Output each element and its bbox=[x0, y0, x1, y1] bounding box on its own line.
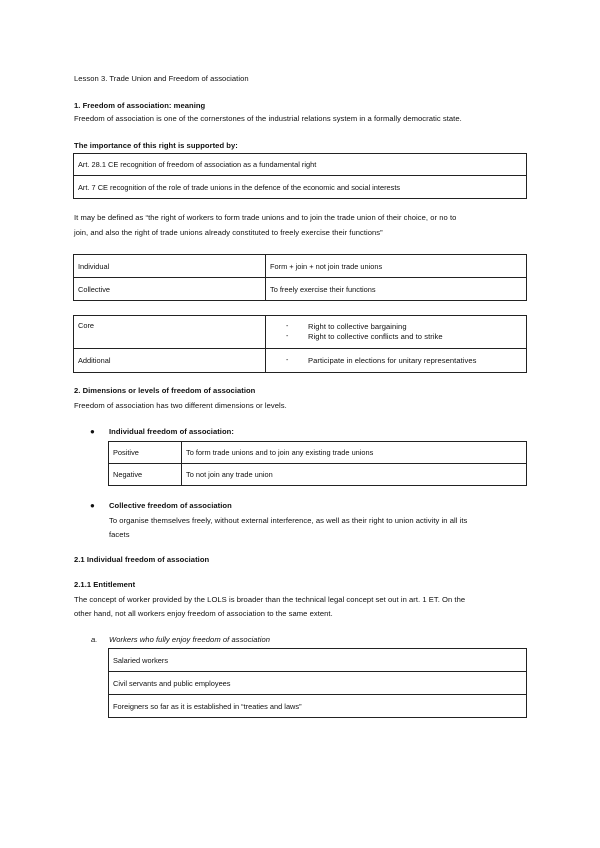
table-cell: Civil servants and public employees bbox=[109, 672, 527, 695]
table-cell-label: Collective bbox=[74, 278, 266, 301]
collective-freedom-line-2: facets bbox=[109, 530, 130, 539]
section-2-intro: Freedom of association has two different dimensions or levels. bbox=[74, 401, 287, 410]
table-cell-label: Negative bbox=[109, 464, 182, 486]
table-row bbox=[74, 349, 527, 373]
table-row bbox=[109, 464, 527, 486]
table-row bbox=[74, 154, 527, 176]
table-row bbox=[74, 278, 527, 301]
table-row bbox=[109, 442, 527, 464]
importance-heading: The importance of this right is supported by: bbox=[74, 141, 238, 150]
table-row bbox=[109, 672, 527, 695]
section-1-intro: Freedom of association is one of the cornerstones of the industrial relations system in a formally democratic state. bbox=[74, 114, 462, 123]
table-cell: Art. 28.1 CE recognition of freedom of association as a fundamental right bbox=[74, 154, 527, 176]
additional-items-cell bbox=[266, 349, 527, 373]
individual-collective-table bbox=[73, 254, 527, 301]
workers-list-heading: Workers who fully enjoy freedom of association bbox=[109, 635, 270, 644]
table-cell: Foreigners so far as it is established in “treaties and laws” bbox=[109, 695, 527, 718]
bullet-icon: ● bbox=[90, 501, 95, 510]
list-marker: a. bbox=[91, 635, 98, 644]
bullet-icon: ● bbox=[90, 427, 95, 436]
table-row bbox=[74, 255, 527, 278]
table-cell-value: Form + join + not join trade unions bbox=[266, 255, 527, 278]
table-row bbox=[109, 649, 527, 672]
dash-marker: - bbox=[286, 356, 289, 364]
section-1-heading: 1. Freedom of association: meaning bbox=[74, 101, 206, 110]
table-cell-label: Individual bbox=[74, 255, 266, 278]
individual-freedom-table bbox=[108, 441, 527, 486]
core-items-cell bbox=[266, 316, 527, 349]
section-2-1-heading: 2.1 Individual freedom of association bbox=[74, 555, 210, 564]
core-item: Right to collective conflicts and to strike bbox=[308, 332, 443, 341]
dash-marker: - bbox=[286, 333, 289, 340]
table-row bbox=[74, 316, 527, 349]
definition-line-1: It may be defined as “the right of workers to form trade unions and to join the trade union of their choice, or no to bbox=[74, 213, 457, 222]
definition-line-2: join, and also the right of trade unions already constituted to freely exercise their functions” bbox=[74, 228, 383, 237]
table-cell-value: To freely exercise their functions bbox=[266, 278, 527, 301]
workers-table bbox=[108, 648, 527, 718]
table-cell-value: To not join any trade union bbox=[182, 464, 527, 486]
individual-freedom-heading: Individual freedom of association: bbox=[109, 427, 234, 436]
section-2-heading: 2. Dimensions or levels of freedom of association bbox=[74, 386, 256, 395]
entitlement-line-1: The concept of worker provided by the LOLS is broader than the technical legal concept set out in art. 1 ET. On the bbox=[74, 595, 466, 604]
section-2-1-1-heading: 2.1.1 Entitlement bbox=[74, 580, 136, 589]
core-item: Right to collective bargaining bbox=[308, 322, 407, 331]
collective-freedom-line-1: To organise themselves freely, without external interference, as well as their right to union activity in all its bbox=[109, 516, 468, 525]
table-cell-value: To form trade unions and to join any existing trade unions bbox=[182, 442, 527, 464]
table-row bbox=[109, 695, 527, 718]
table-cell-label: Positive bbox=[109, 442, 182, 464]
entitlement-line-2: other hand, not all workers enjoy freedom of association to the same extent. bbox=[74, 609, 333, 618]
table-cell: Salaried workers bbox=[109, 649, 527, 672]
additional-label: Additional bbox=[74, 349, 266, 373]
core-additional-table bbox=[73, 315, 527, 373]
document-title: Lesson 3. Trade Union and Freedom of association bbox=[74, 74, 249, 83]
additional-item: Participate in elections for unitary representatives bbox=[308, 355, 477, 365]
table-row bbox=[74, 176, 527, 199]
core-label: Core bbox=[74, 316, 266, 349]
table-cell: Art. 7 CE recognition of the role of trade unions in the defence of the economic and social interests bbox=[74, 176, 527, 199]
support-table bbox=[73, 153, 527, 199]
dash-marker: - bbox=[286, 323, 289, 330]
collective-freedom-heading: Collective freedom of association bbox=[109, 501, 232, 510]
